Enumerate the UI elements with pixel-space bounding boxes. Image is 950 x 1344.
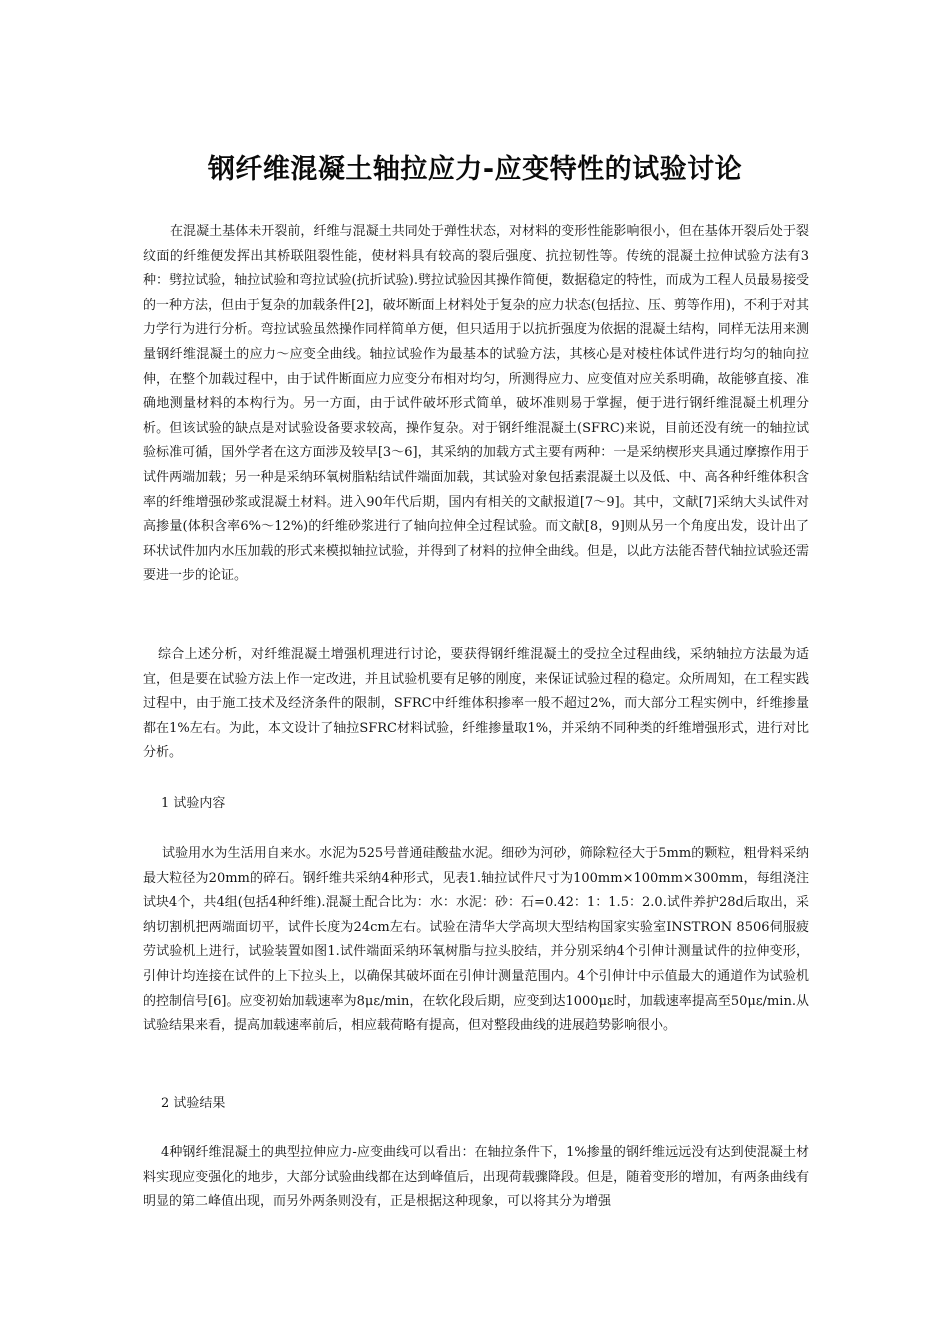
test-content-paragraph: 试验用水为生活用自来水。水泥为525号普通硅酸盐水泥。细砂为河砂，筛除粒径大于5mm的颗粒，粗骨料采纳最大粒径为20mm的碎石。钢纤维共采纳4种形式，见表1.轴拉试件尺寸为100mm×100mm×300mm，每组浇注试块4个，共4组(包括4种纤维).混凝土配合比为：水：水泥：砂：石=0.42：1：1.5：2.0.试件养护28d后取出，采纳切割机把两端面切平，试件长度为24cm左右。试验在清华大学高坝大型结构国家实验室INSTRON 8506伺服疲劳试验机上进行，试验装置如图1.试件端面采纳环氧树脂与拉头胶结，并分别采纳4个引伸计测量试件的拉伸变形，引伸计均连接在试件的上下拉头上，以确保其破坏面在引伸计测量范围内。4个引伸计中示值最大的通道作为试验机的控制信号[6]。应变初始加载速率为8με/min，在软化段后期，应变到达1000με时，加载速率提高至50με/min.从试验结果来看，提高加载速率前后，相应载荷略有提高，但对整段曲线的进展趋势影响很小。 [143,846,809,1034]
document-title: 钢纤维混凝土轴拉应力-应变特性的试验讨论 [207,154,743,185]
section-heading-test-results: 2 试验结果 [161,1096,226,1111]
test-results-paragraph: 4种钢纤维混凝土的典型拉伸应力-应变曲线可以看出：在轴拉条件下，1%掺量的钢纤维远远没有达到使混凝土材料实现应变强化的地步，大部分试验曲线都在达到峰值后，出现荷载骤降段。但是，随着变形的增加，有两条曲线有明显的第二峰值出现，而另外两条则没有，正是根据这种现象，可以将其分为增强 [143,1145,809,1210]
section-heading-test-content: 1 试验内容 [161,796,226,811]
summary-paragraph: 综合上述分析，对纤维混凝土增强机理进行讨论，要获得钢纤维混凝土的受拉全过程曲线，采纳轴拉方法最为适宜，但是要在试验方法上作一定改进，并且试验机要有足够的刚度，来保证试验过程的稳定。众所周知，在工程实践过程中，由于施工技术及经济条件的限制，SFRC中纤维体积掺率一般不超过2%，而大部分工程实例中，纤维掺量都在1%左右。为此，本文设计了轴拉SFRC材料试验，纤维掺量取1%，并采纳不同种类的纤维增强形式，进行对比分析。 [143,647,809,761]
intro-paragraph: 在混凝土基体未开裂前，纤维与混凝土共同处于弹性状态，对材料的变形性能影响很小，但在基体开裂后处于裂纹面的纤维便发挥出其桥联阻裂性能，使材料具有较高的裂后强度、抗拉韧性等。传统的混凝土拉伸试验方法有3种：劈拉试验，轴拉试验和弯拉试验(抗折试验).劈拉试验因其操作简便，数据稳定的特性，而成为工程人员最易接受的一种方法，但由于复杂的加载条件[2]，破坏断面上材料处于复杂的应力状态(包括拉、压、剪等作用)，不利于对其力学行为进行分析。弯拉试验虽然操作同样简单方便，但只适用于以抗折强度为依据的混凝土结构，同样无法用来测量钢纤维混凝土的应力～应变全曲线。轴拉试验作为最基本的试验方法，其核心是对棱柱体试件进行均匀的轴向拉伸，在整个加载过程中，由于试件断面应力应变分布相对均匀，所测得应力、应变值对应关系明确，故能够直接、准确地测量材料的本构行为。另一方面，由于试件破坏形式简单，破坏准则易于掌握，便于进行钢纤维混凝土机理分析。但该试验的缺点是对试验设备要求较高，操作复杂。对于钢纤维混凝土(SFRC)来说，目前还没有统一的轴拉试验标准可循，国外学者在这方面涉及较早[3～6]，其采纳的加载方式主要有两种：一是采纳楔形夹具通过摩擦作用于试件两端加载；另一种是采纳环氧树脂粘结试件端面加载，其试验对象包括素混凝土以及低、中、高各种纤维体积含率的纤维增强砂浆或混凝土材料。进入90年代后期，国内有相关的文献报道[7～9]。其中，文献[7]采纳大头试件对高掺量(体积含率6%～12%)的纤维砂浆进行了轴向拉伸全过程试验。而文献[8，9]则从另一个角度出发，设计出了环状试件加内水压加载的形式来模拟轴拉试验，并得到了材料的拉伸全曲线。但是，以此方法能否替代轴拉试验还需要进一步的论证。 [143,224,809,584]
